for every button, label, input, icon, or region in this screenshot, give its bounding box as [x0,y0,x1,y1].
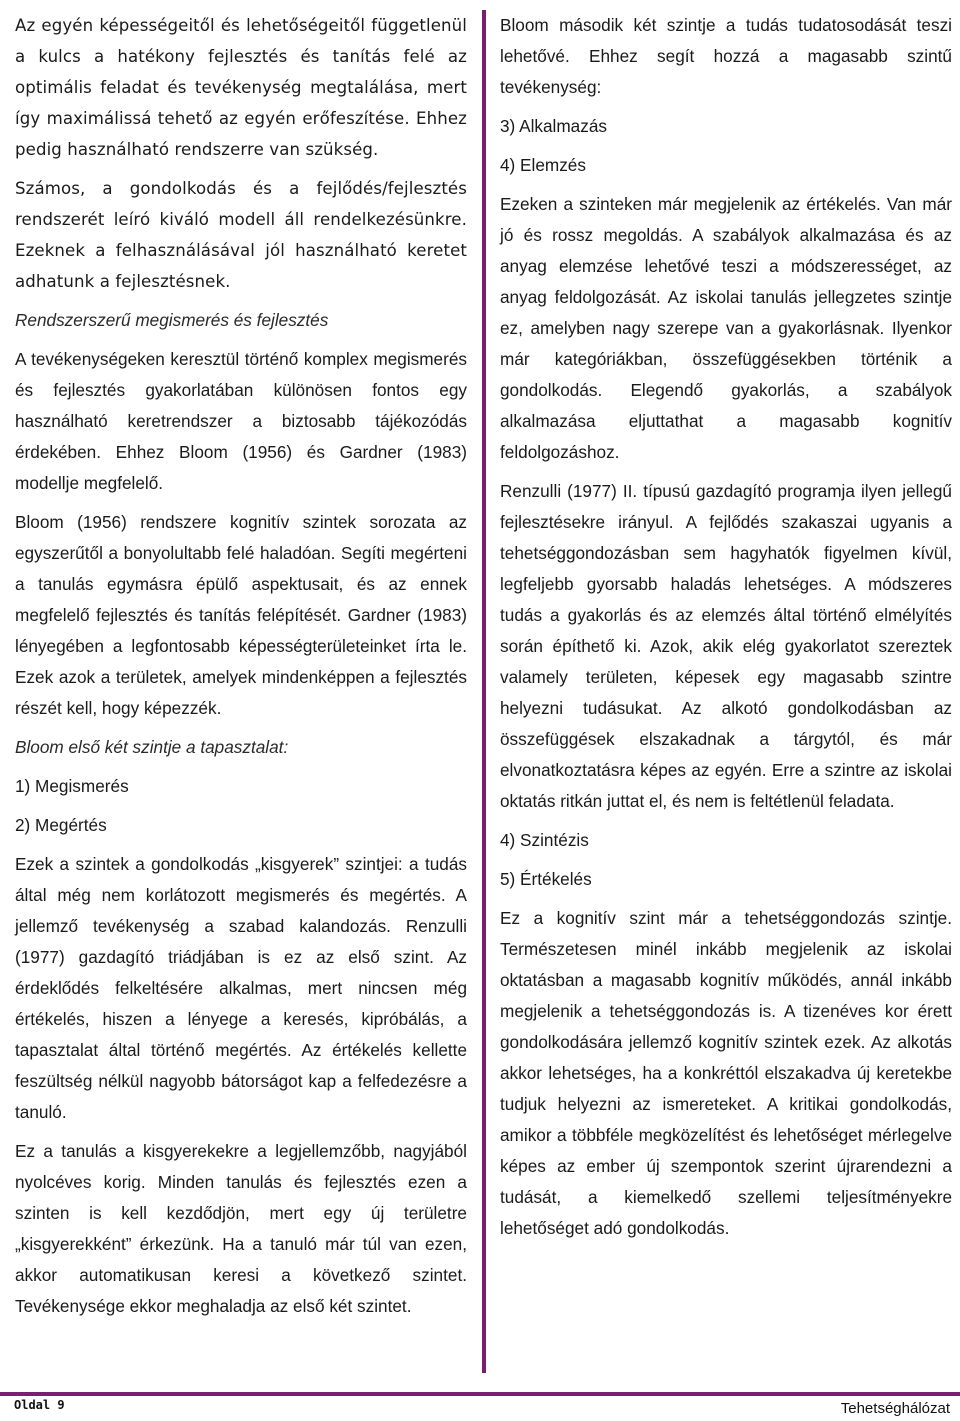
intro-paragraph: Az egyén képességeitől és lehetőségeitől függetlenül a kulcs a hatékony fejlesztés és tanítás felé az optimális feladat és tevékenység megtalálása, mert így maximálissá tehető az egyén erőfeszítése. Ehhez pedig használható rendszerre van szükség. [15,16,467,159]
list-item-ertekeles: 5) Értékelés [500,869,592,889]
section-heading-systematic: Rendszerszerű megismerés és fejlesztés [15,310,329,330]
footer-brand: Tehetséghálózat [840,1400,950,1417]
right-column [500,10,952,1252]
column-divider [482,10,486,1373]
list-item-megismeres: 1) Megismerés [15,776,129,796]
footer-rule [0,1392,960,1396]
section-heading-bloom-first: Bloom első két szintje a tapasztalat: [15,737,289,757]
child-levels-paragraph: Ezek a szintek a gondolkodás „kisgyerek” szintjei: a tudás által még nem korlátozott megismerés és megértés. A jellemző tevékenység a szabad kalandozás. Renzulli (1977) gazdagító triádjában is ez az első szint. Az érdeklődés felkeltésére alkalmas, mert nincsen még értékelés, hiszen a lényege a keresés, kipróbálás, a tapasztalat által történő megértés. Az értékelés kellette feszültség nélkül nagyobb bátorságot kap a felfedezésre a tanuló. [15,854,467,1122]
list-item-elemzes: 4) Elemzés [500,155,586,175]
framework-paragraph: A tevékenységeken keresztül történő komplex megismerés és fejlesztés gyakorlatában különösen fontos egy használható keretrendszer a biztosabb tájékozódás érdekében. Ehhez Bloom (1956) és Gardner (1983) modellje megfelelő. [15,349,467,493]
models-paragraph: Számos, a gondolkodás és a fejlődés/fejlesztés rendszerét leíró kiváló modell áll rendelkezésünkre. Ezeknek a felhasználásával jól használható keretet adhatunk a fejlesztésnek. [15,179,467,291]
bloom-gardner-paragraph: Bloom (1956) rendszere kognitív szintek sorozata az egyszerűtől a bonyolultabb felé haladóan. Segíti megérteni a tanulás egymásra épülő aspektusait, és az ennek megfelelő fejlesztés és tanítás felépítését. Gardner (1983) lényegében a legfontosabb képességterületeinket írta le. Ezek azok a területek, amelyek mindenképpen a fejlesztés részét kell, hogy képezzék. [15,512,467,718]
page-number: Oldal 9 [14,1398,65,1412]
list-item-megertes: 2) Megértés [15,815,107,835]
left-column [15,10,467,1330]
renzulli-paragraph: Renzulli (1977) II. típusú gazdagító programja ilyen jellegű fejlesztésekre irányul. A fejlődés szakaszai ugyanis a tehetséggondozásban sem hagyhatók figyelmen kívül, legfeljebb gyorsabb haladás lehetséges. A módszeres tudás a gyakorlás és az elemzés által történő elmélyítés során építhető ki. Azok, akik elég gyakorlatot szereztek valamely területen, képesek egy magasabb szintre helyezni tudásukat. Az alkotó gondolkodásban az összefüggések elszakadnak a tárgytól, és már elvonatkoztatásra képes az egyén. Erre a szintre az iskolai oktatás ritkán juttat el, és nem is feltétlenül feladata. [500,481,952,811]
young-learning-paragraph: Ez a tanulás a kisgyerekekre a legjellemzőbb, nagyjából nyolcéves korig. Minden tanulás és fejlesztés ezen a szinten is kell kezdődjön, mert egy új területre „kisgyerekként” érkezünk. Ha a tanuló már túl van ezen, akkor automatikusan keresi a következő szintet. Tevékenysége ekkor meghaladja az első két szintet. [15,1141,467,1316]
talent-care-paragraph: Ez a kognitív szint már a tehetséggondozás szintje. Természetesen minél inkább megjelenik az iskolai oktatásban a magasabb kognitív működés, annál inkább megjelenik a tehetséggondozás is. A tizenéves kor érett gondolkodására jellemző kognitív szintek ezek. Az alkotás akkor lehetséges, ha a konkréttól elszakadva új keretekbe tudjuk helyezni az ismereteket. A kritikai gondolkodás, amikor a többféle megközelítést és lehetőséget mérlegelve képes az ember új szempontok szerint újrarendezni a tudását, a kiemelkedő szellemi teljesítményekre lehetőséget adó gondolkodás. [500,908,952,1238]
bloom-second-paragraph: Bloom második két szintje a tudás tudatosodását teszi lehetővé. Ehhez segít hozzá a magasabb szintű tevékenység: [500,15,952,97]
list-item-szintezis: 4) Szintézis [500,830,589,850]
evaluation-paragraph: Ezeken a szinteken már megjelenik az értékelés. Van már jó és rossz megoldás. A szabályok alkalmazása és az anyag elemzése lehetővé teszi a módszerességet, az anyag feldolgozását. Az iskolai tanulás jellegzetes szintje ez, amelyben nagy szerepe van a gyakorlásnak. Ilyenkor már kategóriákban, összefüggésekben történik a gondolkodás. Elegendő gyakorlás, a szabályok alkalmazása eljuttathat a magasabb kognitív feldolgozáshoz. [500,194,952,462]
list-item-alkalmazas: 3) Alkalmazás [500,116,607,136]
